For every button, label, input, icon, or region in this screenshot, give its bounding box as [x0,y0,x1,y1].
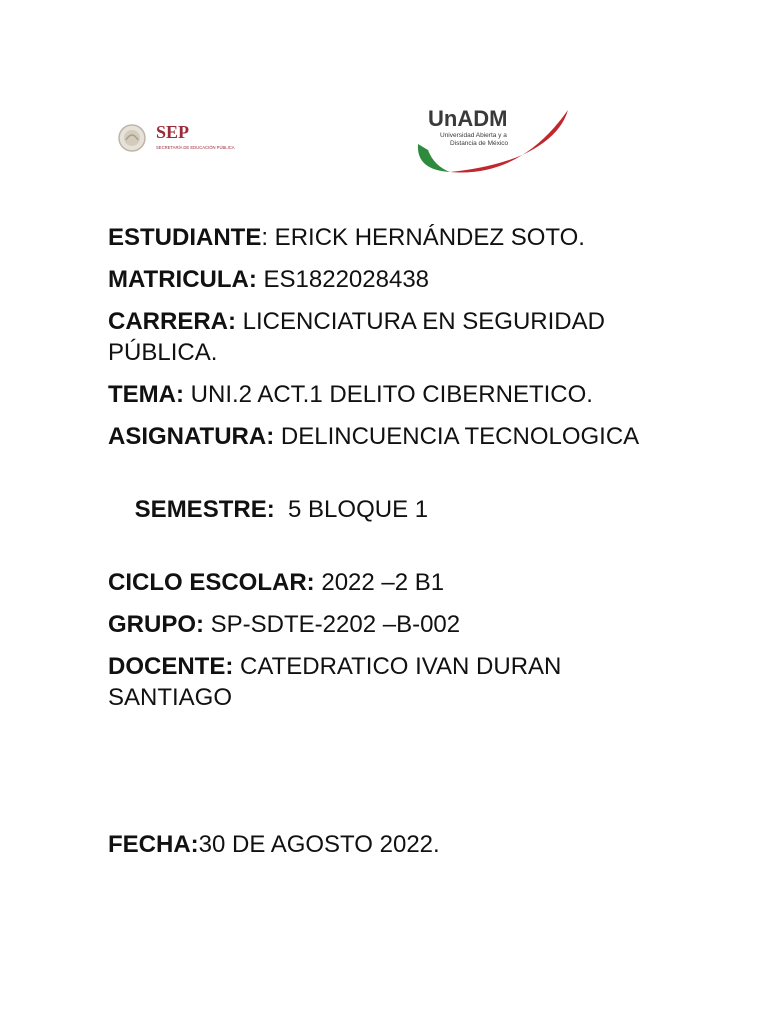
field-docente [108,651,668,713]
unadm-logo-text: UnADM [428,106,508,131]
matricula-label: MATRICULA: [108,266,257,293]
docente-label: DOCENTE: [108,653,234,680]
field-estudiante [108,222,668,253]
sep-logo-text: SEP [156,122,190,142]
unadm-swoosh-green-icon [418,144,450,172]
asignatura-value: DELINCUENCIA TECNOLOGICA [274,423,640,450]
tema-value: UNI.2 ACT.1 DELITO CIBERNETICO. [183,381,593,408]
field-fecha [108,829,668,860]
field-grupo [108,609,668,640]
sep-logo [112,118,252,158]
student-info [108,222,668,724]
fecha-value: 30 DE AGOSTO 2022. [198,831,440,858]
header-logos [0,0,768,200]
fecha-label: FECHA: [108,831,199,858]
field-matricula [108,264,668,295]
tema-label: TEMA: [108,381,184,408]
unadm-logo-line2: Distancia de México [450,140,509,147]
matricula-value: ES1822028438 [256,266,430,293]
grupo-label: GRUPO: [108,611,204,638]
estudiante-value: : ERICK HERNÁNDEZ SOTO. [261,224,585,251]
field-ciclo-escolar [108,567,668,598]
ciclo-escolar-value: 2022 –2 B1 [314,569,445,596]
mexico-coat-of-arms-icon [119,125,145,151]
docente-value: CATEDRATICO IVAN DURAN SANTIAGO [108,653,562,711]
semestre-label: SEMESTRE: [134,496,275,523]
field-carrera [108,306,668,368]
carrera-label: CARRERA: [108,308,236,335]
semestre-value: 5 BLOQUE 1 [274,496,429,523]
field-tema [108,379,668,410]
ciclo-escolar-label: CICLO ESCOLAR: [108,569,315,596]
sep-logo-subtext: SECRETARÍA DE EDUCACIÓN PÚBLICA [156,145,235,150]
asignatura-label: ASIGNATURA: [108,423,275,450]
carrera-value: LICENCIATURA EN SEGURIDAD PÚBLICA. [108,308,605,366]
grupo-value: SP-SDTE-2202 –B-002 [204,611,461,638]
field-asignatura [108,421,668,452]
unadm-logo [410,98,580,178]
estudiante-label: ESTUDIANTE [108,224,262,251]
unadm-logo-line1: Universidad Abierta y a [440,132,507,139]
field-semestre [108,463,668,556]
